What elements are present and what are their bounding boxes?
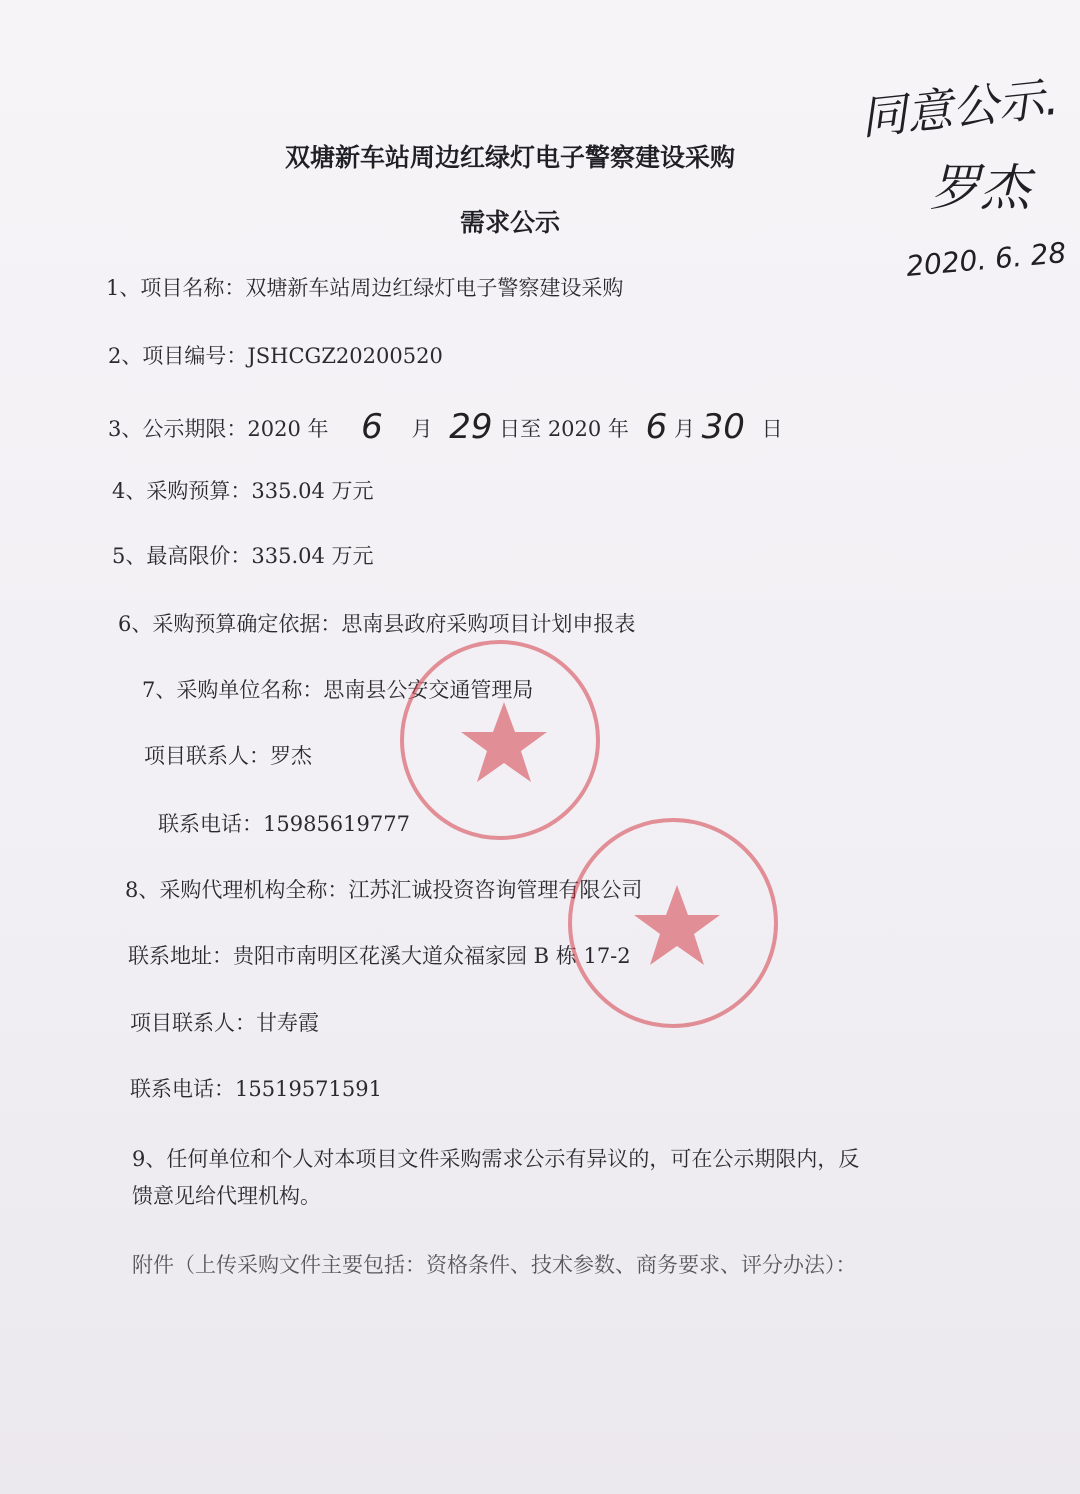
handwritten-signature: 罗杰 [930,159,1030,217]
official-stamp-purchaser [400,640,600,840]
item-purchaser-contact: 项目联系人：罗杰 [144,744,312,768]
item-budget-basis: 6、采购预算确定依据：思南县政府采购项目计划申报表 [118,612,636,636]
item-agency-contact: 项目联系人：甘寿霞 [130,1011,319,1035]
period-month-label-2: 月 [673,417,695,441]
item-budget: 4、采购预算：335.04 万元 [112,479,374,503]
document-title-line2: 需求公示 [459,208,560,237]
item-agency-phone: 联系电话：15519571591 [130,1077,382,1101]
handwritten-month-end: 6 [645,407,668,447]
handwritten-approval-note: 同意公示. [858,70,1062,146]
handwritten-month-start: 6 [361,407,383,447]
item-objection-line1: 9、任何单位和个人对本项目文件采购需求公示有异议的，可在公示期限内，反 [132,1147,860,1171]
document-title-line1: 双塘新车站周边红绿灯电子警察建设采购 [284,143,735,172]
item-objection-line2: 馈意见给代理机构。 [132,1184,321,1208]
official-stamp-agency [568,818,778,1028]
stamp-star-icon [404,644,604,844]
item-project-name: 1、项目名称：双塘新车站周边红绿灯电子警察建设采购 [106,276,624,300]
item-agency-address: 联系地址：贵阳市南明区花溪大道众福家园 B 栋 17-2 [128,944,631,968]
handwritten-day-end: 30 [701,407,745,447]
item-max-price: 5、最高限价：335.04 万元 [112,544,374,568]
item-publicity-period [108,405,783,445]
item-project-number: 2、项目编号：JSHCGZ20200520 [108,344,443,368]
item-purchaser-phone: 联系电话：15985619777 [158,812,410,836]
item-agency-name: 8、采购代理机构全称：江苏汇诚投资咨询管理有限公司 [125,878,643,902]
period-day-label: 日 [761,417,783,441]
stamp-star-icon [572,822,782,1032]
handwritten-day-start: 29 [449,407,493,447]
handwritten-date: 2020. 6. 28 [904,236,1068,283]
item-purchaser-name: 7、采购单位名称：思南县公安交通管理局 [142,678,534,702]
period-prefix: 3、公示期限：2020 年 [108,417,329,441]
period-middle: 日至 2020 年 [499,417,629,441]
item-attachment: 附件（上传采购文件主要包括：资格条件、技术参数、商务要求、评分办法）： [132,1253,857,1277]
period-month-label-1: 月 [411,417,433,441]
